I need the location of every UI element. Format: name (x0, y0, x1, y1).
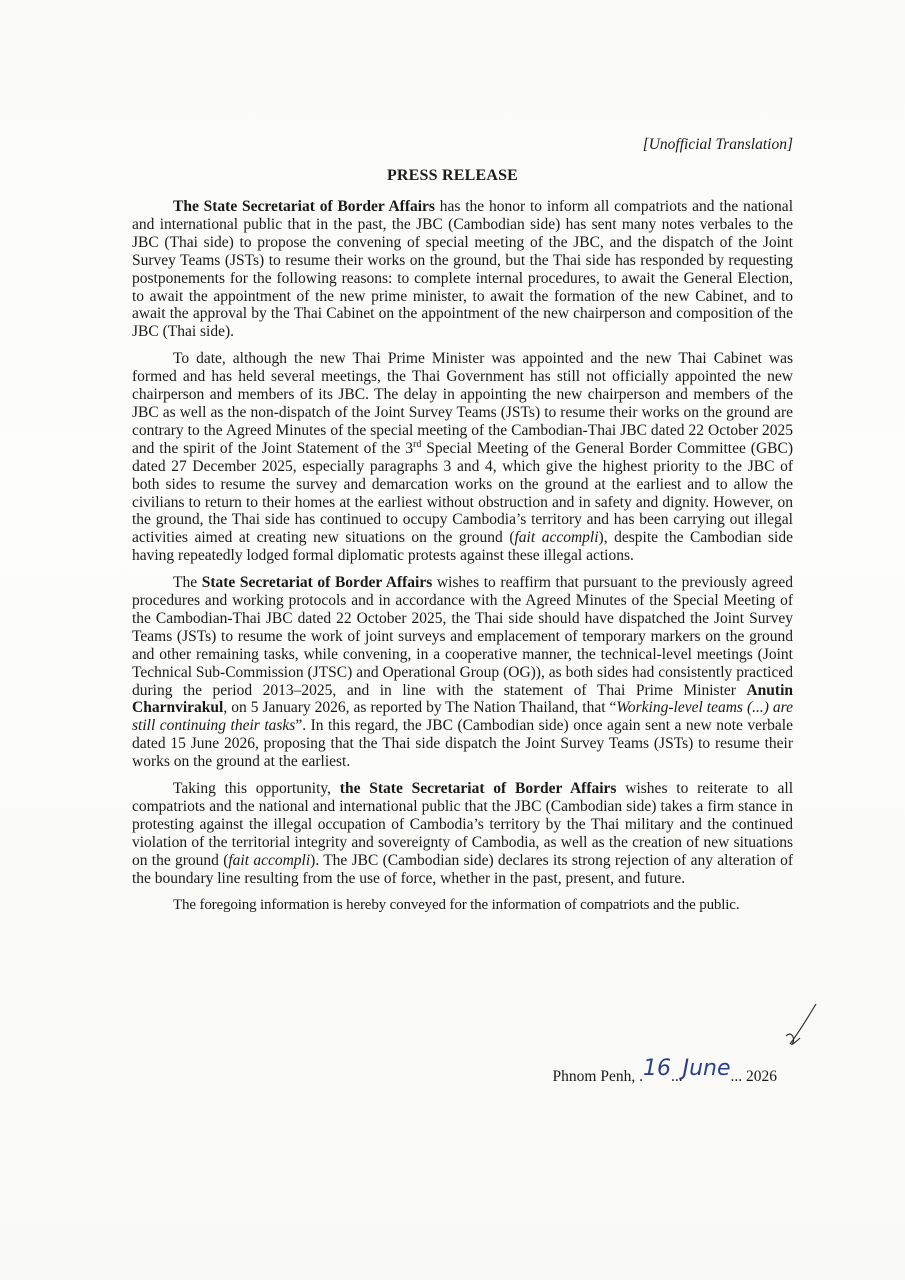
italic-text: fait accompli (228, 851, 311, 869)
page-title: PRESS RELEASE (386, 167, 519, 184)
date-place: Phnom Penh, . (552, 1068, 643, 1085)
paragraph-text: The (173, 574, 202, 592)
date-line (552, 1056, 777, 1087)
date-dots: ... (670, 1068, 683, 1085)
paragraph-2 (132, 350, 793, 565)
closing-paragraph: The foregoing information is hereby conveyed for the information of compatriots and the public. (173, 896, 740, 913)
paragraph-text: ), despite the Cambodian side having repeatedly lodged formal diplomatic protests against these illegal actions. (132, 529, 793, 565)
superscript: rd (413, 438, 422, 450)
handwritten-day: 16 (642, 1056, 671, 1081)
date-year: 2026 (742, 1068, 777, 1085)
date-dots: ... (730, 1068, 743, 1085)
paragraph-1 (132, 198, 793, 341)
handwritten-month: June (682, 1056, 731, 1081)
bold-text: The State Secretariat of Border Affairs (173, 198, 435, 215)
translation-note: [Unofficial Translation] (642, 136, 793, 153)
paragraph-text: To date, although the new Thai Prime Minister was appointed and the new Thai Cabinet was formed and has held several meetings, the Thai Government has still not officially appointed the new chairperson and members of its JBC. The delay in appointing the new chairperson and members of the JBC as well as the non-dispatch of the Joint Survey Teams (JSTs) to resume their works on the ground are contrary to the Agreed Minutes of the special meeting of the Cambodian-Thai JBC dated 22 October 2025 and the spirit of the Joint Statement of the 3 (132, 350, 793, 457)
paragraph-3 (132, 574, 793, 771)
paragraph-text: , on 5 January 2026, as reported by The Nation Thailand, that “ (223, 699, 617, 717)
paragraph-4 (132, 780, 793, 887)
paragraph-text: Taking this opportunity, (173, 780, 340, 798)
paragraph-text: ). The JBC (Cambodian side) declares its strong rejection of any alteration of the boundary line resulting from the use of force, whether in the past, present, and future. (132, 851, 793, 887)
paragraph-text: wishes to reiterate to all compatriots and the national and international public that the JBC (Cambodian side) takes a firm stance in protesting against the illegal occupation of Cambodia’s territory by the Thai military and the continued violation of the territorial integrity and sovereignty of Cambodia, as well as the creation of new situations on the ground ( (132, 780, 794, 869)
initial-signature-mark (782, 1000, 822, 1050)
italic-quote: Working-level teams (...) are still continuing their tasks (132, 699, 793, 735)
bold-text: Anutin Charnvirakul (132, 681, 793, 717)
bold-text: the State Secretariat of Border Affairs (339, 780, 617, 798)
paragraph-text: Special Meeting of the General Border Committee (GBC) dated 27 December 2025, especially paragraphs 3 and 4, which give the highest priority to the JBC of both sides to resume the survey and demarcation works on the ground at the earliest and to allow the civilians to return to their homes at the earliest without obstruction and in safety and dignity. However, on the ground, the Thai side has continued to occupy Cambodia’s territory and has been carrying out illegal activities aimed at creating new situations on the ground ( (132, 439, 793, 547)
document-body (132, 198, 793, 914)
italic-text: fait accompli (514, 529, 599, 547)
paragraph-text: wishes to reaffirm that pursuant to the previously agreed procedures and working protocols and in accordance with the Agreed Minutes of the Special Meeting of the Cambodian-Thai JBC dated 22 October 2025, the Thai side should have dispatched the Joint Survey Teams (JSTs) to resume the work of joint surveys and emplacement of temporary markers on the ground and other remaining tasks, while convening, in a cooperative manner, the technical-level meetings (Joint Technical Sub-Commission (JTSC) and Operational Group (OG)), as both sides had consistently practiced during the period 2013–2025, and in line with the statement of Thai Prime Minister (132, 574, 793, 699)
paragraph-text: ”. In this regard, the JBC (Cambodian side) once again sent a new note verbale dated 15 June 2026, proposing that the Thai side dispatch the Joint Survey Teams (JSTs) to resume their works on the ground at the earliest. (132, 717, 793, 771)
paragraph-text: has the honor to inform all compatriots and the national and international public that in the past, the JBC (Cambodian side) has sent many notes verbales to the JBC (Thai side) to propose the convening of special meeting of the JBC, and the dispatch of the Joint Survey Teams (JSTs) to resume their works on the ground, but the Thai side has responded by requesting postponements for the following reasons: to complete internal procedures, to await the General Election, to await the appointment of the new prime minister, to await the formation of the new Cabinet, and to await the approval by the Thai Cabinet on the appointment of the new chairperson and composition of the JBC (Thai side). (132, 198, 793, 341)
bold-text: State Secretariat of Border Affairs (201, 574, 433, 592)
